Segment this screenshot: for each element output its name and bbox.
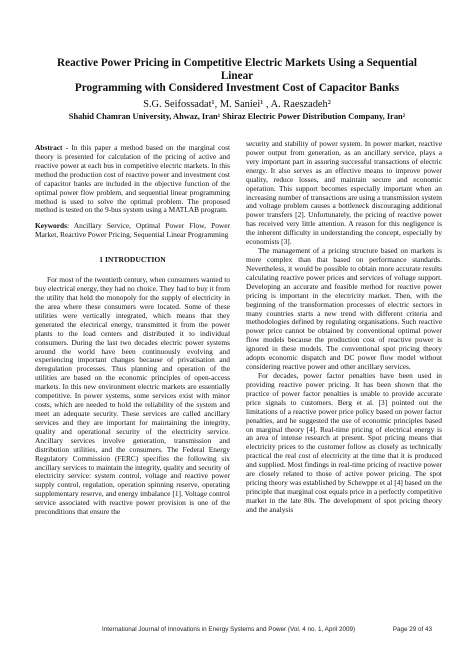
body-paragraph-3: For decades, power factor penalties have been used in providing reactive power pricing. It has been shown that the practice of power factor penalties is unable to provide accurate price signals to customers. Berg et al. [3] pointed out the limitations of a reactive power price policy based on power factor penalties, and he suggested the use of economic principles based on marginal theory [4]. Real-time pricing of electrical energy is an area of intense research at present. Spot pricing means that electricity prices to the customer follow as closely as technically practical the real cost of electricity at the time that it is produced and supplied. Most findings in real-time pricing of reactive power are closely related to those of active power pricing. The spot pricing theory was established by Schewppe et al [4] based on the principle that marginal cost equals price in a perfectly competitive market in the late 80s. The development of spot pricing theory and the analysis — [246, 370, 442, 514]
abstract-text: In this paper a method based on the marginal cost theory is presented for calculation of the pricing of active and reactive power at each bus in competitive electric markets. In this method the production cost of reactive power and investment cost of capacitor banks are included in the objective function of the optimal power flow problem, and sequential linear programming method is used to solve the optimal problem. The proposed method is tested on the 9-bus system using a MATLAB program. — [35, 143, 230, 215]
body-paragraph-2: The management of a pricing structure based on markets is more complex than that based on performance standards. Nevertheless, it would be possible to obtain more accurate results calculating reactive power prices and services of voltage support. Developing an accurate and feasible method for reactive power pricing is important in the electricity market. Then, with the beginning of the transformation processes of electric sectors in many countries starts a new trend with different criteria and methodologies defined by regulating organisations. Such reactive power price cannot be obtained by conventional optimal power flow models because the production cost of reactive power is ignored in these models. The conventional spot pricing theory adopts economic dispatch and DC power flow model without considering reactive power and other ancillary services. — [246, 246, 442, 372]
title-line-1: Reactive Power Pricing in Competitive Electric Markets Using a Sequential Linear — [57, 57, 417, 82]
title-line-2: Programming with Considered Investment Cost of Capacitor Banks — [74, 82, 400, 94]
body-paragraph-1: security and stability of power system. In power market, reactive power output from generation, as an ancillary service, plays a very important part in assuring successful transactions of electric energy. It also serves as an effective means to improve power quality, reduce losses, and maintain secure and economic operation. This support becomes especially important when an increasing number of transactions are using a transmission system and voltage problem causes a bottleneck discouraging additional power transfers [2]. Unfortunately, the pricing of reactive power has received very little attention. A reason for this negligence is the inherent difficulty in understanding the concept, especially by economists [3]. — [246, 139, 442, 247]
section-heading-introduction: 1 INTRODUCTION — [99, 255, 166, 265]
left-column — [35, 144, 230, 517]
intro-paragraph: For most of the twentieth century, when consumers wanted to buy electrical energy, they had no choice. They had to buy it from the utility that held the monopoly for the supply of electricity in the area where these consumers were located. Some of these utilities were vertically integrated, which means that they generated the electrical energy, transmitted it from the power plants to the load centers and distributed it to individual consumers. During the last two decades electric power systems around the world have been continuously evolving and experiencing important changes because of privatisation and deregulation processes. Thus planning and operation of the utilities are based on the economic principles of open-access markets. In this new environment electric markets are essentially competitive. In power systems, some services exist with minor costs, which are needed to hold the reliability of the system and meet an adequate security. These services are called ancillary services and they are important for maintaining the integrity, quality and operational security of the electricity service. Ancillary services involve generation, transmission and distribution utilities, and the consumers. The Federal Energy Regulatory Commission (FERC) specifies the following six ancillary services to maintain the integrity, quality and security of electricity service: system control, voltage and reactive power supply control, regulation, operation spinning reserve, operating supplementary reserve, and energy imbalance [1]. Voltage control service associated with reactive power provision is one of the preconditions that ensure the — [35, 275, 230, 517]
affiliations: Shahid Chamran University, Ahwaz, Iran¹ Shiraz Electric Power Distribution Company, Iran² — [68, 112, 406, 121]
abstract — [35, 144, 230, 215]
keywords — [35, 222, 230, 240]
footer-journal: International Journal of Innovations in Energy Systems and Power (Vol. 4 no. 1, April 2009) — [102, 626, 356, 633]
page-footer — [40, 626, 440, 634]
paper-title — [40, 57, 434, 95]
author-list: S.G. Seifossadat¹, M. Saniei¹ , A. Raeszadeh² — [143, 99, 331, 110]
keywords-label: Keywords — [35, 221, 68, 231]
keywords-text: : Ancillary Service, Optimal Power Flow, Power Market, Reactive Power Pricing, Sequential Linear Programming — [35, 221, 230, 240]
abstract-label: Abstract - — [35, 143, 69, 152]
right-column — [246, 140, 442, 515]
footer-page-number: Page 29 of 43 — [392, 626, 432, 633]
